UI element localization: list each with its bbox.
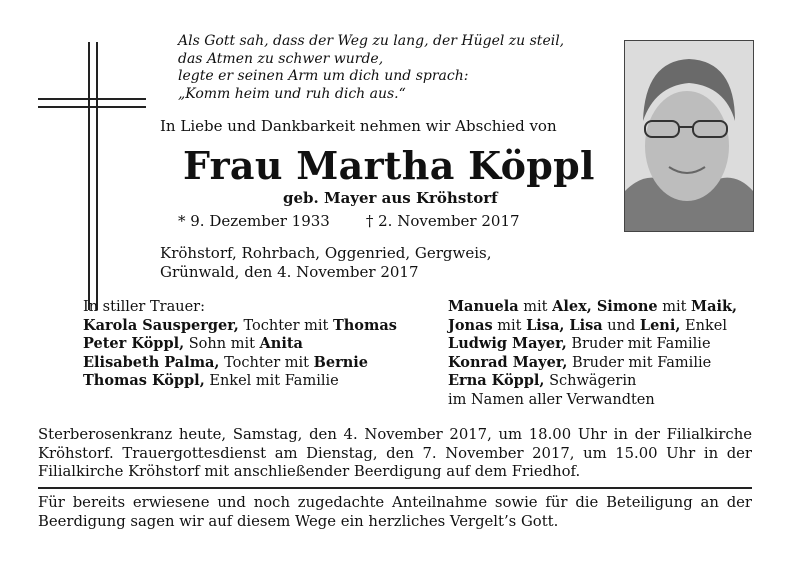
mourner-line: Elisabeth Palma, Tochter mit Bernie <box>83 353 369 371</box>
mourner-line: Manuela mit Alex, Simone mit Maik, <box>448 298 738 315</box>
mourner-line: im Namen aller Verwandten <box>448 391 655 408</box>
mourner-line: Ludwig Mayer, Bruder mit Familie <box>448 335 711 352</box>
place-line: Grünwald, den 4. November 2017 <box>160 263 419 281</box>
place-line: Kröhstorf, Rohrbach, Oggenried, Gergweis, <box>160 244 492 262</box>
mourners-right <box>448 298 737 409</box>
mourner-line: Peter Köppl, Sohn mit Anita <box>83 335 303 352</box>
place-date <box>160 244 491 282</box>
intro-text: In Liebe und Dankbarkeit nehmen wir Abschied von <box>160 117 557 135</box>
birth-name: geb. Mayer aus Kröhstorf <box>283 189 498 207</box>
mourner-line: Thomas Köppl, Enkel mit Familie <box>83 372 339 389</box>
mourners-heading: In stiller Trauer: <box>83 299 205 315</box>
mourners-left <box>83 298 397 391</box>
mourner-line: Jonas mit Lisa, Lisa und Leni, Enkel <box>448 316 727 334</box>
mourner-line: Karola Sausperger, Tochter mit Thomas <box>83 316 397 334</box>
poem <box>178 33 564 103</box>
thanks-text: Für bereits erwiesene und noch zugedachte Anteilnahme sowie für die Beteiligung an der Beerdigung sagen wir auf diesem Wege ein herzliches Vergelt’s Gott. <box>38 494 752 530</box>
poem-line: „Komm heim und ruh dich aus.“ <box>178 85 406 102</box>
birth-date: * 9. Dezember 1933 <box>178 212 330 230</box>
life-dates <box>178 212 520 230</box>
portrait-photo <box>624 40 754 232</box>
deceased-name: Frau Martha Köppl <box>183 143 595 188</box>
mourner-line: Erna Köppl, Schwägerin <box>448 372 637 389</box>
divider <box>38 487 752 489</box>
poem-line: das Atmen zu schwer wurde, <box>178 50 384 67</box>
mourner-line: Konrad Mayer, Bruder mit Familie <box>448 353 712 371</box>
death-date: † 2. November 2017 <box>365 212 520 230</box>
poem-line: Als Gott sah, dass der Weg zu lang, der Hügel zu steil, <box>178 33 565 49</box>
service-text: Sterberosenkranz heute, Samstag, den 4. November 2017, um 18.00 Uhr in der Filialkirche Kröhstorf. Trauergottesdienst am Dienstag, den 7. November 2017, um 15.00 Uhr in der Filialkirche Kröhstorf mit anschließender Beerdigung auf dem Friedhof. <box>38 426 752 481</box>
poem-line: legte er seinen Arm um dich und sprach: <box>178 68 469 84</box>
